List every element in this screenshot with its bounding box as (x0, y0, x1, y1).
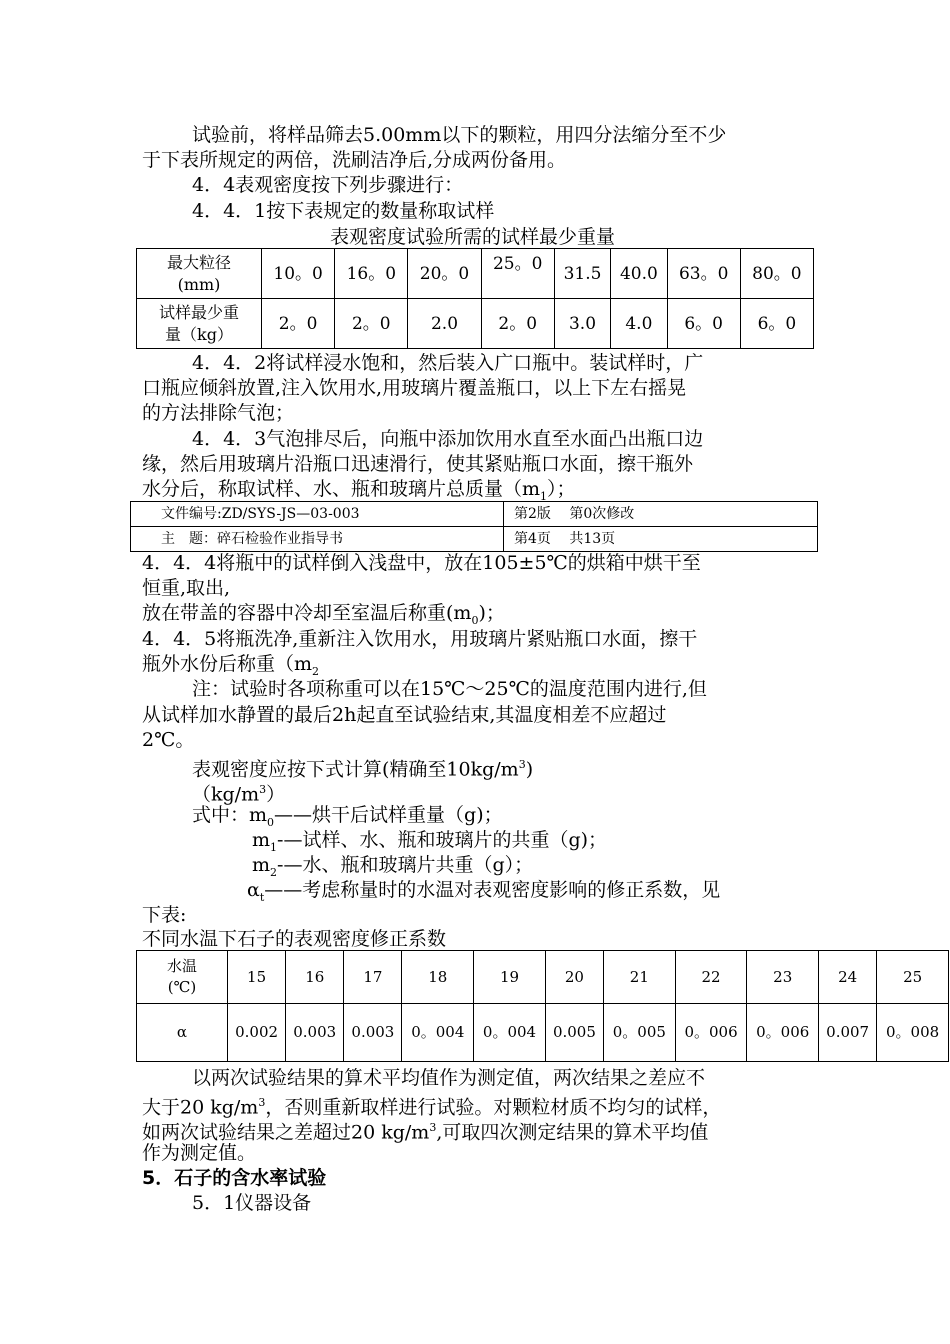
table-cell: 0。006 (675, 1004, 747, 1062)
step-heading: 4．4．1按下表规定的数量称取试样 (192, 200, 495, 222)
text-run: 放在带盖的容器中冷却至室温后称重(m (142, 602, 472, 624)
superscript: 3 (259, 783, 267, 796)
table-cell: 63。0 (667, 249, 740, 299)
text-run: 瓶外水份后称重（m (142, 653, 313, 675)
table-cell: 2。0 (262, 299, 335, 349)
paragraph-line: 的方法排除气泡； (142, 402, 295, 424)
text-run: ） (266, 783, 286, 806)
table-cell: 16。0 (335, 249, 408, 299)
table-row-label: α (137, 1004, 228, 1062)
label-text: 试样最少重 (158, 302, 239, 322)
table-cell: 3.0 (554, 299, 610, 349)
sample-weight-table (136, 248, 814, 349)
subscript: 0 (267, 815, 275, 829)
table-cell: 0。004 (474, 1004, 546, 1062)
table-cell: 6。0 (740, 299, 813, 349)
paragraph-line: 作为测定值。 (142, 1142, 257, 1164)
table-cell: 24 (819, 951, 877, 1004)
table-cell: 25 (877, 951, 949, 1004)
document-subject: 主 题：碎石检验作业指导书 (131, 527, 504, 552)
text-run: ——考虑称量时的水温对表观密度影响的修正系数，见 (264, 879, 721, 901)
subsection-heading: 5．1仪器设备 (192, 1192, 312, 1214)
subscript: 0 (471, 613, 479, 627)
text-run: m (252, 854, 271, 876)
subscript: t (259, 890, 265, 904)
text-run: ）； (547, 478, 576, 500)
subscript: 1 (540, 489, 548, 503)
paragraph-line: 缘，然后用玻璃片沿瓶口迅速滑行，使其紧贴瓶口水面，擦干瓶外 (142, 453, 694, 475)
table-cell: 25。0 (481, 249, 554, 299)
text-run: α (247, 879, 260, 901)
table-cell: 0.003 (286, 1004, 344, 1062)
table-cell: 17 (344, 951, 402, 1004)
label-text: 水温 (166, 957, 197, 975)
subscript: 2 (270, 865, 278, 879)
text-run: ——烘干后试样重量（g)； (274, 804, 503, 826)
paragraph-line: 4．4．2将试样浸水饱和，然后装入广口瓶中。装试样时，广 (192, 352, 704, 374)
table-cell: 22 (675, 951, 747, 1004)
subscript: 2 (312, 664, 320, 678)
table-cell: 0。004 (402, 1004, 474, 1062)
where-alpha (247, 878, 720, 910)
text-run: 表观密度应按下式计算(精确至10kg/m (192, 758, 519, 781)
table-cell: 20。0 (408, 249, 481, 299)
section-heading: 5．石子的含水率试验 (142, 1167, 327, 1189)
text-run: （kg/m (192, 783, 260, 806)
table-row-label (137, 249, 262, 299)
paragraph-line: 以两次试验结果的算术平均值作为测定值，两次结果之差应不 (192, 1067, 706, 1089)
file-number: 文件编号:ZD/SYS-JS—03-003 (131, 502, 504, 527)
document-footer (130, 501, 818, 552)
table-cell: 6。0 (667, 299, 740, 349)
label-text: 最大粒径 (166, 252, 231, 272)
label-unit: (mm) (177, 274, 221, 294)
table-cell: 19 (474, 951, 546, 1004)
table-cell: 18 (402, 951, 474, 1004)
text-run: 水分后，称取试样、水、瓶和玻璃片总质量（m (142, 478, 541, 500)
superscript: 3 (518, 758, 526, 771)
table-cell: 2.0 (408, 299, 481, 349)
text-run: -—试样、水、瓶和玻璃片的共重（g)； (277, 829, 608, 851)
paragraph-line: 4．4．4将瓶中的试样倒入浅盘中，放在105±5℃的烘箱中烘干至 (142, 552, 701, 574)
text-run: 大于20 kg/m (142, 1096, 259, 1119)
subscript: 1 (270, 840, 278, 854)
correction-factor-table (136, 950, 949, 1062)
paragraph-line: 于下表所规定的两倍，洗刷洁净后,分成两份备用。 (142, 149, 567, 171)
label-unit: 量（kg） (165, 324, 233, 344)
table-cell: 2。0 (335, 299, 408, 349)
note-line: 注：试验时各项称重可以在15℃～25℃的温度范围内进行,但 (192, 678, 707, 700)
table-caption: 表观密度试验所需的试样最少重量 (330, 226, 616, 248)
table-cell: 0。005 (604, 1004, 676, 1062)
version-info: 第2版 第0次修改 (504, 502, 818, 527)
table-cell: 15 (228, 951, 286, 1004)
table-cell: 20 (545, 951, 603, 1004)
text-run: m (252, 829, 271, 851)
text-run: ) (525, 758, 534, 781)
table-cell: 0.002 (228, 1004, 286, 1062)
table-cell: 4.0 (611, 299, 667, 349)
paragraph-line: 试验前，将样品筛去5.00mm以下的颗粒，用四分法缩分至不少 (192, 124, 727, 146)
paragraph-line: 恒重,取出, (142, 577, 231, 599)
table-cell: 0.003 (344, 1004, 402, 1062)
note-line: 从试样加水静置的最后2h起直至试验结束,其温度相差不应超过 (142, 704, 667, 726)
text-run: ,可取四次测定结果的算术平均值 (436, 1121, 709, 1144)
table-cell: 23 (747, 951, 819, 1004)
superscript: 3 (429, 1121, 437, 1134)
table-row-label (137, 299, 262, 349)
table-cell: 2。0 (481, 299, 554, 349)
text-run: -—水、瓶和玻璃片共重（g）； (277, 854, 534, 876)
superscript: 3 (258, 1096, 266, 1109)
paragraph-line: 下表: (142, 904, 187, 926)
table-caption: 不同水温下石子的表观密度修正系数 (142, 928, 447, 950)
text-run: 如两次试验结果之差超过20 kg/m (142, 1121, 430, 1144)
table-cell: 31.5 (554, 249, 610, 299)
step-heading: 4．4表观密度按下列步骤进行： (192, 174, 464, 196)
note-line: 2℃。 (142, 729, 195, 751)
table-cell: 0.007 (819, 1004, 877, 1062)
table-cell: 21 (604, 951, 676, 1004)
text-run: )； (478, 602, 505, 624)
table-cell: 16 (286, 951, 344, 1004)
paragraph-line: 4．4．5将瓶洗净,重新注入饮用水，用玻璃片紧贴瓶口水面，擦干 (142, 628, 698, 650)
table-cell: 0.005 (545, 1004, 603, 1062)
table-cell: 40.0 (611, 249, 667, 299)
table-cell: 0。008 (877, 1004, 949, 1062)
table-row-label (137, 951, 228, 1004)
page-number: 第4页 共13页 (504, 527, 818, 552)
paragraph-line: 4．4．3气泡排尽后，向瓶中添加饮用水直至水面凸出瓶口边 (192, 428, 704, 450)
table-cell: 10。0 (262, 249, 335, 299)
table-cell: 80。0 (740, 249, 813, 299)
table-cell: 0。006 (747, 1004, 819, 1062)
label-unit: (℃) (167, 978, 197, 996)
text-run: 式中：m (192, 804, 268, 826)
text-run: ，否则重新取样进行试验。对颗粒材质不均匀的试样， (265, 1096, 722, 1119)
paragraph-line: 口瓶应倾斜放置,注入饮用水,用玻璃片覆盖瓶口，以上下左右摇晃 (142, 377, 687, 399)
